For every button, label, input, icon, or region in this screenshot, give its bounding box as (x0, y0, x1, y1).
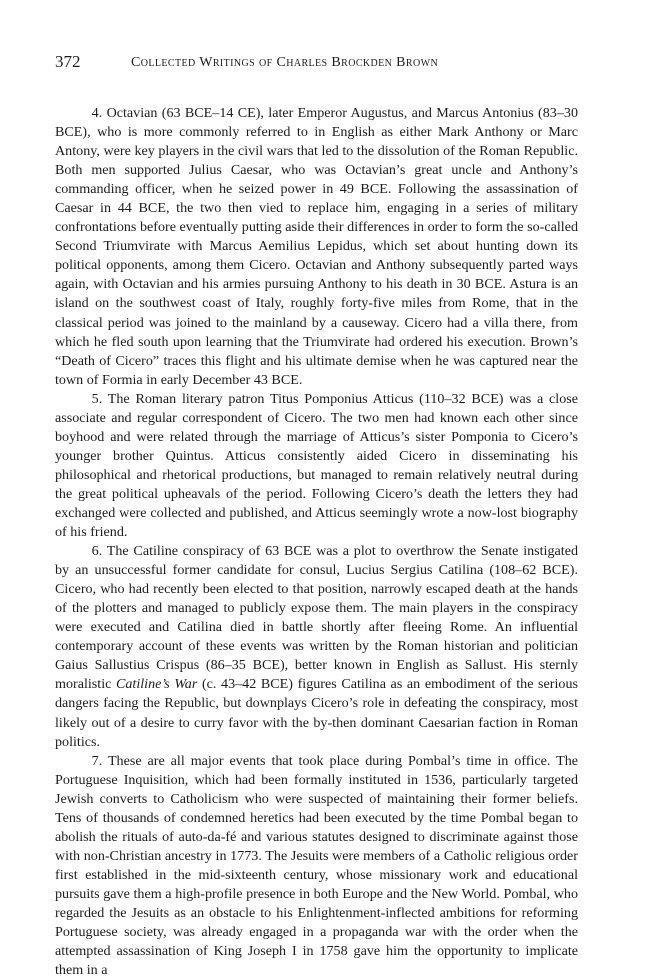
running-head (55, 52, 595, 72)
note-number: 4. (91, 105, 103, 121)
page-number: 372 (55, 52, 81, 71)
endnotes (55, 104, 578, 980)
note-number: 6. (91, 543, 103, 560)
note-number: 7. (91, 752, 103, 769)
note-text: The Catiline conspiracy of 63 BCE was a plot to overthrow the Senate instigated by an unsuccessful former candidate for consul, Lucius Sergius Catilina (108–62 BCE). Cicero, who had recently been elected to that position, narrowly escaped death at the hands of the plotters and managed to publicly expose them. The main players in the conspiracy were executed and Catilina died in battle shortly after fleeing Rome. An influential contemporary account of these events was written by the Roman historian and politician Gaius Sallustius Crispus (86–35 BCE), better known in English as Sallust. His sternly moralistic (55, 543, 578, 693)
endnote-7 (55, 752, 578, 980)
endnote-6 (55, 542, 578, 752)
note-text: The Roman literary patron Titus Pomponius Atticus (110–32 BCE) was a close associate and regular correspondent of Cicero. The two men had known each other since boyhood and were related through the marriage of Atticus’s sister Pomponia to Cicero’s younger brother Quintus. Atticus consistently aided Cicero in disseminating his philosophical and rhetorical productions, but managed to remain relatively neutral during the great political upheavals of the period. Following Cicero’s death the letters they had exchanged were collected and published, and Atticus seemingly wrote a now-lost biography of his friend. (55, 390, 578, 541)
running-title: Collected Writings of Charles Brockden Brown (131, 55, 439, 70)
endnote-4 (55, 104, 578, 390)
note-text-continued: (c. 43–42 BCE) figures Catilina as an embodiment of the serious dangers facing the Republic, but downplays Cicero’s role in defeating the conspiracy, most likely out of a desire to curry favor with the by-then dominant Caesarian faction in Roman politics. (55, 676, 578, 750)
endnote-5 (55, 390, 578, 542)
note-number: 5. (91, 390, 103, 407)
note-text: Octavian (63 BCE–14 CE), later Emperor Augustus, and Marcus Antonius (83–30 BCE), who is more commonly referred to in English as either Mark Anthony or Marc Antony, were key players in the civil wars that led to the dissolution of the Roman Republic. Both men supported Julius Caesar, who was Octavian’s great uncle and Anthony’s commanding officer, when he seized power in 49 BCE. Following the assassination of Caesar in 44 BCE, the two then vied to replace him, engaging in a series of military confrontations before eventually putting aside their differences in order to form the so-called Second Triumvirate with Marcus Aemilius Lepidus, which set about hunting down its political opponents, among them Cicero. Octavian and Anthony subsequently parted ways again, with Octavian and his armies pursuing Anthony to his death in 30 BCE. Astura is an island on the southwest coast of Italy, roughly forty-five miles from Rome, that in the classical period was joined to the mainland by a causeway. Cicero had a villa there, from which he fled south upon learning that the Triumvirate had ordered his execution. Brown’s “Death of Cicero” traces this flight and his ultimate demise when he was captured near the town of Formia in early December 43 BCE. (55, 105, 578, 388)
note-text: These are all major events that took place during Pombal’s time in office. The Portuguese Inquisition, which had been formally instituted in 1536, particularly targeted Jewish converts to Catholicism who were suspected of maintaining their former beliefs. Tens of thousands of condemned heretics had been executed by the time Pombal began to abolish the rituals of auto-da-fé and various statutes designed to discriminate against those with non-Christian ancestry in 1773. The Jesuits were members of a Catholic religious order first established in the mid-sixteenth century, whose missionary work and educational pursuits gave them a high-profile presence in both Europe and the New World. Pombal, who regarded the Jesuits as an obstacle to his Enlightenment-inflected ambitions for reforming Portuguese society, was already engaged in a propaganda war with the order when the attempted assassination of King Joseph I in 1758 gave him the opportunity to implicate them in a (55, 752, 578, 979)
italic-work-title: Catiline’s War (115, 676, 198, 693)
